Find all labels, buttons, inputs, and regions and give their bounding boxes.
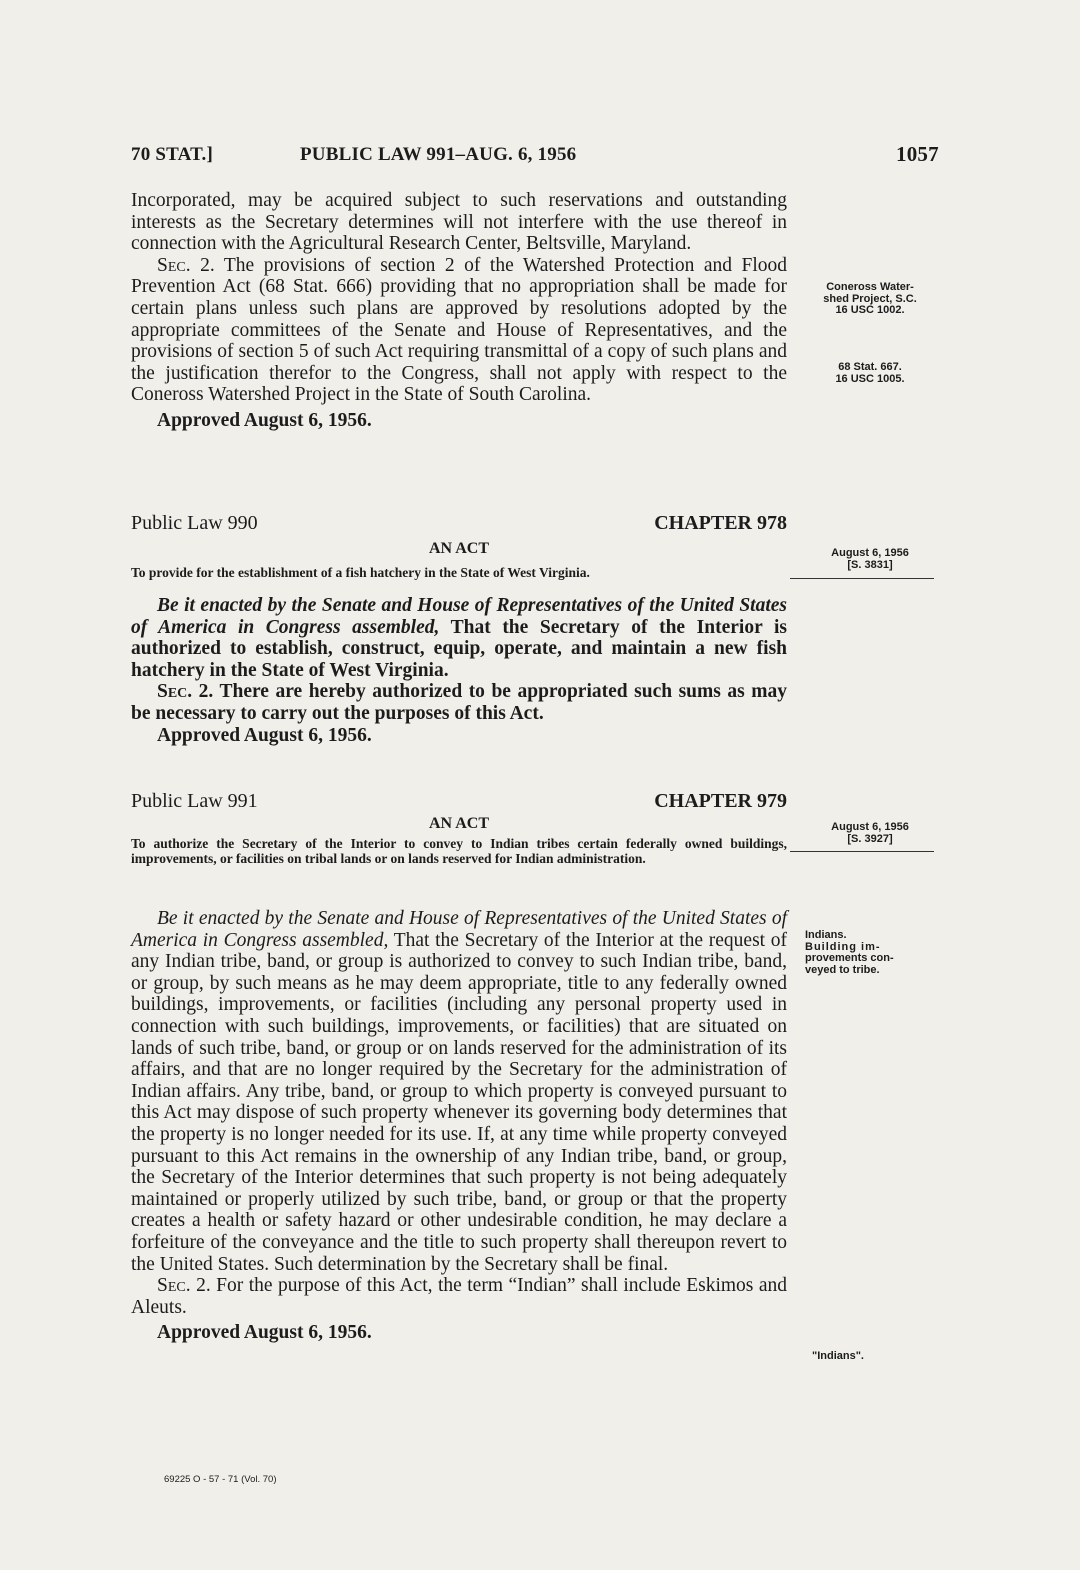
law-990-body [131,595,787,746]
margin-rule [790,578,934,579]
law-991-body [131,908,787,1344]
top-section [131,190,787,432]
margin-note-date-979 [800,822,940,845]
margin-line: Indians. [805,929,847,941]
public-law-number: Public Law 990 [131,512,258,534]
section-label: Sec. 2. [157,254,215,276]
margin-line: 16 USC 1005. [835,372,905,385]
body-text: That the Secretary of the Interior is authorized to establish, construct, equip, operate, and maintain a new fish hatchery in the State of West Virginia. [131,616,787,681]
margin-line: veyed to tribe. [805,963,880,976]
section-2-paragraph [131,255,787,406]
an-act-label: AN ACT [428,540,489,557]
margin-note-stat-667 [800,362,940,385]
margin-note-date-978 [800,548,940,571]
header-title: PUBLIC LAW 991–AUG. 6, 1956 [300,144,577,165]
footer-print-code: 69225 O - 57 - 71 (Vol. 70) [164,1474,277,1485]
continued-paragraph: Incorporated, may be acquired subject to such reservations and outstanding interests as the Secretary determines will not interfere with the use thereof in connection with the Agricultural Research Center, Beltsville, Maryland. [131,190,787,255]
law-991-title: To authorize the Secretary of the Interior to convey to Indian tribes certain federally owned buildings, improvements, or facilities on tribal lands or on lands reserved for Indian administration. [131,836,787,866]
enacting-clause: Be it enacted by the Senate and House of Representatives of the United States of America in Congress assembled, [131,595,787,638]
margin-line: 68 Stat. 667. [838,361,902,373]
margin-line: 16 USC 1002. [835,304,905,316]
section-text: The provisions of section 2 of the Watershed Protection and Flood Prevention Act (68 Stat. 666) providing that no appropriation shall be made for certain plans unless such plans are approved by resolutions adopted by the appropriate committees of the Senate and House of Representatives, and the provisions of section 5 of such Act requiring transmittal of a copy of such plans and the justification therefor to the Congress, shall not apply with respect to the Coneross Watershed Project in the State of South Carolina. [131,254,787,406]
header-page-number: 1057 [896,142,939,166]
chapter-number: CHAPTER 978 [654,512,787,534]
an-act-label: AN ACT [428,815,489,832]
margin-line: Building im- [805,940,881,953]
margin-line: [S. 3831] [847,558,893,571]
margin-line: August 6, 1956 [831,547,909,559]
approved-line: Approved August 6, 1956. [157,409,372,431]
header-volume: 70 STAT.] [131,144,214,165]
chapter-number: CHAPTER 979 [654,790,787,812]
section-label: Sec. 2. [157,681,214,703]
margin-note-coneross [800,282,940,317]
margin-line: [S. 3927] [847,832,893,845]
margin-line: Coneross Water- [826,281,914,293]
public-law-number: Public Law 991 [131,790,258,812]
margin-line: provements con- [805,952,894,964]
enacting-clause: Be it enacted by the Senate and House of Representatives of the United States of America in Congress assembled, [131,908,787,951]
section-label: Sec. 2. [157,1275,211,1297]
section-text: There are hereby authorized to be appropriated such sums as may be necessary to carry out the purposes of this Act. [131,681,787,724]
margin-rule [790,851,934,852]
law-990-title: To provide for the establishment of a fish hatchery in the State of West Virginia. [131,565,590,580]
approved-line: Approved August 6, 1956. [157,1322,372,1344]
margin-note-indians-definition: "Indians". [812,1350,864,1362]
approved-line: Approved August 6, 1956. [157,724,372,746]
body-text: That the Secretary of the Interior at the request of any Indian tribe, band, or group is authorized to convey to such Indian tribe, band, or group, by such means as he may deem appropriate, title to any federally owned buildings, improvements, or facilities (including any personal property used in connection with such buildings, improvements, or facilities) that are situated on lands of such tribe, band, or group or on lands reserved for the administration of its affairs, and that are no longer required by the Secretary for the administration of Indian affairs. Any tribe, band, or group to which property is conveyed pursuant to this Act may dispose of such property whenever its governing body determines that the property is no longer needed for its use. If, at any time while property conveyed pursuant to this Act remains in the ownership of any Indian tribe, band, or group, the Secretary of the Interior determines that such property is not being adequately maintained or properly utilized by such tribe, band, or group or that the property creates a health or safety hazard or other undesirable condition, he may declare a forfeiture of the conveyance and the title to such property shall thereupon revert to the United States. Such determination by the Secretary shall be final. [131,929,787,1275]
margin-line: August 6, 1956 [831,821,909,833]
margin-note-indians [805,930,935,976]
margin-line: shed Project, S.C. [823,292,917,305]
section-text: For the purpose of this Act, the term “Indian” shall include Eskimos and Aleuts. [131,1275,787,1318]
